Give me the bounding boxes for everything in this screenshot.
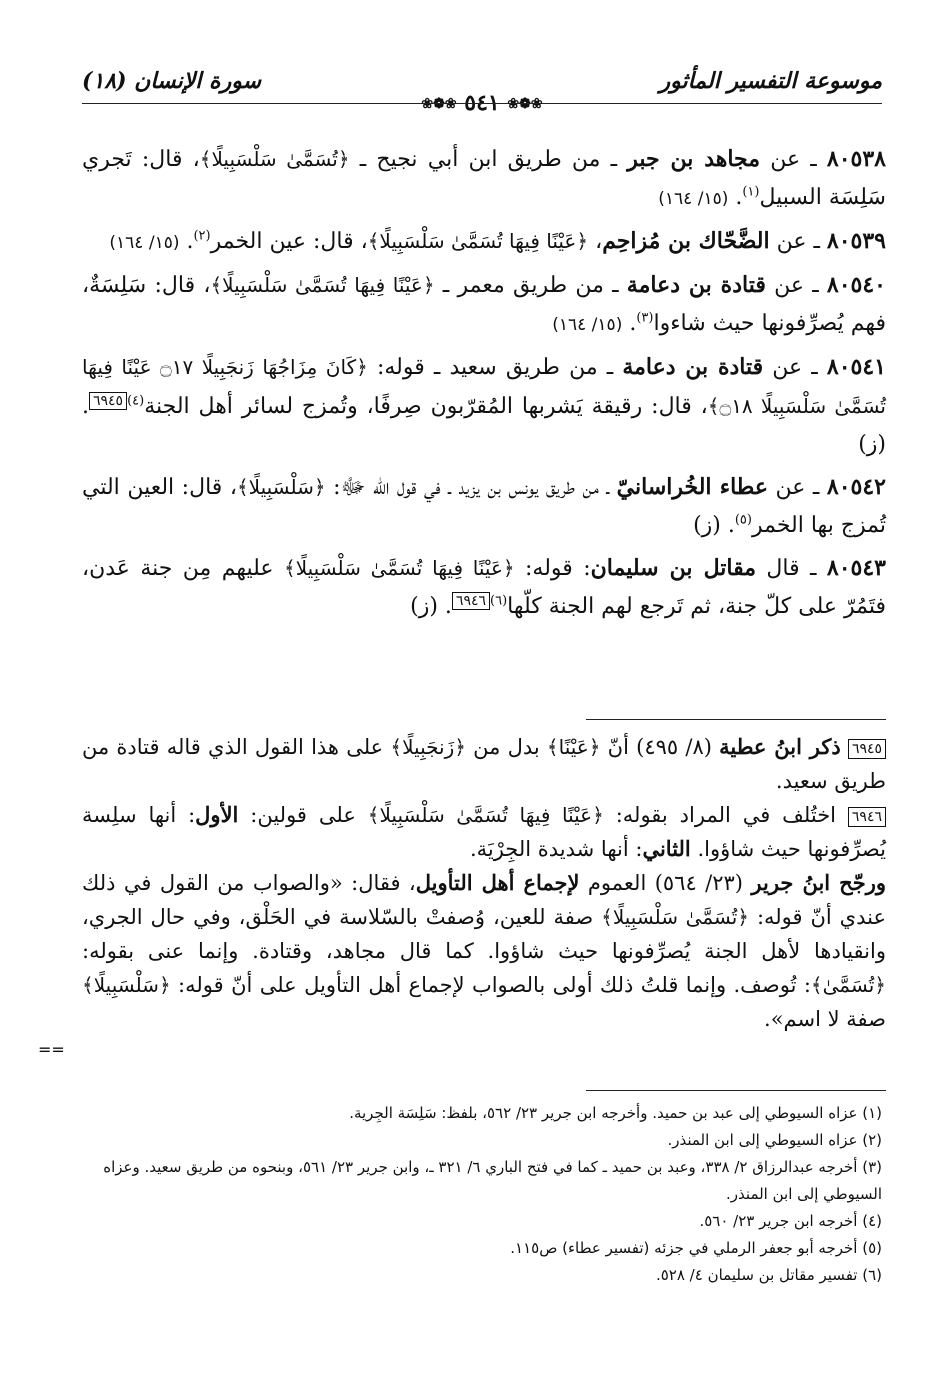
commentary-notes (82, 730, 886, 1036)
narrations (82, 140, 886, 630)
narration (82, 266, 886, 344)
commentary-link-box[interactable]: ٦٩٤٦ (452, 592, 490, 610)
text: ـ قال (756, 556, 827, 581)
text: . (ز) (693, 513, 735, 538)
text: : تُوصف. وإنما قلتُ ذلك أولى بالصواب لإجماع أهل التأويل على أنّ قوله: (170, 973, 811, 997)
text: ، (588, 229, 603, 254)
text: (٢٣/ ٥٦٤) العموم (579, 871, 752, 895)
footnote-marker: (٦) (490, 593, 508, 609)
quran-quote: ﴿سَلْسَبِيلًا﴾ (236, 475, 326, 499)
narration (82, 140, 886, 218)
text: ـ من طريق معمر ـ (434, 273, 627, 298)
reason-label: لإجماع أهل التأويل (415, 870, 580, 895)
quran-quote: ﴿كَانَ مِزَاجُهَا زَنجَبِيلًا ۝١٧ عَيْنًا فِيهَا تُسَمَّىٰ سَلْسَبِيلًا ۝١٨﴾ (82, 355, 886, 418)
continuation-mark: == (38, 1040, 65, 1059)
header-rule (82, 103, 882, 104)
quran-quote: ﴿عَيْنًا﴾ (546, 735, 601, 759)
text: عليهم مِن جنة عَدن، فتَمُرّ على كلّ جنة، ثم تَرجع لهم الجنة كلّها (82, 556, 886, 619)
text: ، قال: تَجري سَلِسَة السبيل (82, 147, 886, 210)
footnote: (٦) تفسير مقاتل بن سليمان ٤/ ٥٢٨. (655, 1266, 882, 1284)
footnote: (٣) أخرجه عبدالرزاق ٢/ ٣٣٨، وعبد بن حميد ـ كما في فتح الباري ٦/ ٣٢١ ـ، وابن جرير ٢٣/ ٥٦١، وبنحوه من طريق سعيد. وعزاه السيوطي إلى ابن المنذر. (103, 1158, 882, 1203)
text: ، قال: العين التي تُمزج بها الخمر (82, 475, 886, 538)
page-number: ٥٤١ (464, 90, 500, 116)
footnote: (٢) عزاه السيوطي إلى ابن المنذر. (667, 1131, 882, 1149)
text: ـ من طريق سعيد ـ قوله: (367, 355, 623, 380)
narration (82, 348, 886, 464)
commentary-separator (586, 719, 886, 720)
quran-quote: ﴿سَلْسَبِيلًا﴾ (82, 973, 171, 997)
text: ـ عن (769, 229, 827, 254)
commentary-number-box: ٦٩٤٥ (848, 739, 886, 759)
quran-quote: ﴿عَيْنًا فِيهَا تُسَمَّىٰ سَلْسَبِيلًا﴾ (367, 229, 589, 253)
text: . (179, 229, 194, 254)
source-reference: (١٥/ ١٦٤) (109, 233, 180, 253)
opinion-label: الأول (195, 802, 239, 827)
commentary-note (82, 866, 886, 1036)
narration-number: ٨٠٥٤١ (826, 354, 886, 380)
ornament-left: ❀❁❀ (507, 96, 543, 112)
text: ـ عن (763, 355, 827, 380)
narration-number: ٨٠٥٣٨ (826, 146, 886, 172)
text: : قوله: (514, 556, 591, 581)
footnote: (٤) أخرجه ابن جرير ٢٣/ ٥٦٠. (699, 1212, 882, 1230)
text: ـ من طريق ابن أبي نجيح ـ (349, 147, 628, 172)
text: ـ عن (765, 273, 827, 298)
text: على هذا القول الذي قاله قتادة من طريق سعيد. (82, 735, 886, 793)
footnote-marker: (٣) (636, 310, 654, 326)
source-reference: (١٥/ ١٦٤) (658, 189, 729, 209)
footnote-marker: (١) (742, 184, 760, 200)
narrator-name: عطاء الخُراسانيّ (616, 474, 768, 500)
narrator-name: الضَّحّاك بن مُزاحِم (602, 228, 770, 254)
text: . (ز) (82, 394, 886, 457)
text: ـ عن (767, 475, 827, 500)
narration (82, 222, 886, 262)
text: (٨/ ٤٩٥) أنّ (600, 735, 720, 759)
text: . (728, 185, 743, 210)
narration-number: ٨٠٥٣٩ (826, 228, 886, 254)
footnote: (١) عزاه السيوطي إلى عبد بن حميد. وأخرجه ابن جرير ٢٣/ ٥٦٢، بلفظ: سَلِسَة الجِرية. (349, 1104, 882, 1122)
text: بدل من (465, 735, 547, 759)
source-reference: (١٥/ ١٦٤) (552, 315, 623, 335)
commentary-note (82, 798, 886, 866)
text: : أنها شديدة الجِرْيَة. (469, 837, 643, 861)
ornament-right: ❀❁❀ (421, 96, 457, 112)
footnote-separator (586, 1090, 886, 1091)
commentary-link-box[interactable]: ٦٩٤٥ (89, 392, 127, 410)
narrator-name: مجاهد بن جبر (627, 146, 761, 172)
quran-quote: ﴿تُسَمَّىٰ سَلْسَبِيلًا﴾ (199, 147, 350, 171)
quran-quote: ﴿زَنجَبِيلًا﴾ (390, 735, 466, 759)
quran-quote: ﴿عَيْنًا فِيهَا تُسَمَّىٰ سَلْسَبِيلًا﴾ (367, 803, 604, 827)
quran-quote: ﴿عَيْنًا فِيهَا تُسَمَّىٰ سَلْسَبِيلًا﴾ (210, 273, 435, 297)
narrator-name: مقاتل بن سليمان (590, 555, 756, 581)
commentary-number-box: ٦٩٤٦ (848, 807, 886, 827)
narration-number: ٨٠٥٤٣ (826, 555, 886, 581)
text: على قولين: (238, 803, 368, 827)
footnotes (82, 1100, 882, 1289)
text: . (ز) (410, 594, 452, 619)
text: ـ عن (760, 147, 827, 172)
narration-number: ٨٠٥٤٠ (826, 272, 886, 298)
quran-quote: ﴿تُسَمَّىٰ﴾ (810, 973, 886, 997)
text: اختُلف في المراد بقوله: (603, 803, 848, 827)
narration-number: ٨٠٥٤٢ (826, 474, 886, 500)
footnote-marker: (٥) (734, 512, 752, 528)
footnote-marker: (٤) (127, 393, 145, 409)
text: صفة لا اسم». (764, 1007, 886, 1031)
scholar-name: ورجّح ابنُ جرير (751, 870, 886, 895)
text: ، قال: سَلِسَةٌ، فهم يُصرِّفونها حيث شاءوا (82, 273, 886, 336)
scholar-name: ذكر ابنُ عطية (719, 734, 841, 759)
surah-title: سورة الإنسان (١٨) (82, 68, 262, 94)
opinion-label: الثاني (642, 836, 691, 861)
narrator-name: قتادة بن دعامة (622, 354, 764, 380)
commentary-note (82, 730, 886, 798)
text: : أنها سلِسة يُصرِّفونها حيث شاؤوا. (82, 803, 886, 861)
quran-quote: ﴿عَيْنًا فِيهَا تُسَمَّىٰ سَلْسَبِيلًا﴾ (283, 556, 515, 580)
footnote: (٥) أخرجه أبو جعفر الرملي في جزئه (تفسير عطاء) ص١١٥. (510, 1239, 882, 1257)
text: صفة للعين، وُصفتْ بالسّلاسة في الحَلْق، وفي حال الجري، وانقيادها لأهل الجنة يُصرِّفونها حيث شاؤوا. كما قال مجاهد، وقتادة. وإنما عنى بقوله: (82, 905, 886, 963)
narration (82, 468, 886, 545)
narration (82, 549, 886, 626)
text: ، قال: رقيقة يَشربها المُقرّبون صِرفًا، وتُمزج لسائر أهل الجنة (144, 394, 708, 419)
text: . (622, 311, 637, 336)
text: ، قال: عين الخمر (210, 229, 368, 254)
text: ، فقال: «والصواب من القول في ذلك عندي أنّ قوله: (82, 871, 886, 929)
footnote-marker: (٢) (193, 228, 211, 244)
book-title: موسوعة التفسير المأثور (659, 68, 882, 94)
narrator-name: قتادة بن دعامة (626, 272, 766, 298)
text: ـ من طريق يونس بن يزيد ـ في قول الله ﷻ: (325, 475, 617, 500)
quran-quote: ﴿تُسَمَّىٰ سَلْسَبِيلًا﴾ (601, 905, 750, 929)
